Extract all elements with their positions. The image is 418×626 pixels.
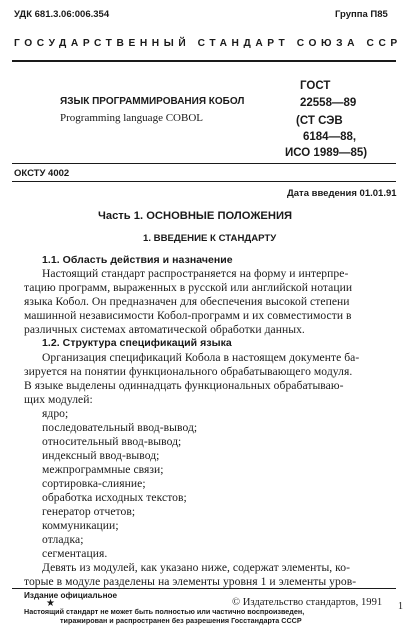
st-sev-number: 6184—88, [303, 131, 357, 143]
clause-1-1-heading: 1.1. Область действия и назначение [42, 254, 233, 266]
st-sev-label: (СТ СЭВ [296, 115, 343, 127]
page-number: 1 [398, 601, 403, 612]
module-list-item: сегментация. [42, 547, 108, 560]
module-list-item: относительный ввод-вывод; [42, 435, 182, 448]
module-list-item: отладка; [42, 533, 84, 546]
section-title: 1. ВВЕДЕНИЕ К СТАНДАРТУ [143, 233, 277, 244]
body-line: Организация спецификаций Кобола в настоящем документе ба- [42, 351, 360, 364]
module-list-item: коммуникации; [42, 519, 119, 532]
gost-label: ГОСТ [300, 80, 331, 92]
module-list-item: обработка исходных текстов; [42, 491, 187, 504]
body-line: языка Кобол. Он предназначен для обеспечения высокой степени [24, 295, 350, 308]
header-rule [12, 60, 396, 62]
module-list-item: ядро; [42, 407, 69, 420]
module-list-item: индексный ввод-вывод; [42, 449, 160, 462]
body-line: щих модулей: [24, 393, 93, 406]
clause-1-2-heading: 1.2. Структура спецификаций языка [42, 337, 232, 349]
body-line: различных системах автоматической обработки данных. [24, 323, 305, 336]
official-edition-label: Издание официальное [24, 591, 118, 600]
reproduction-notice-line2: тиражирован и распространен без разрешения Госстандарта СССР [60, 616, 302, 625]
iso-number: ИСО 1989—85) [285, 147, 368, 159]
module-list-item: генератор отчетов; [42, 505, 136, 518]
star-icon: ★ [46, 598, 55, 609]
part-title: Часть 1. ОСНОВНЫЕ ПОЛОЖЕНИЯ [98, 210, 293, 222]
body-line: В языке выделены одиннадцать функциональных обрабатываю- [24, 379, 344, 392]
body-line: торые в модуле разделены на элементы уровня 1 и элементы уров- [24, 575, 357, 588]
copyright-notice: © Издательство стандартов, 1991 [232, 597, 383, 608]
body-line: тацию программ, выраженных в русской или английской нотации [24, 281, 353, 294]
standard-title: ГОСУДАРСТВЕННЫЙ СТАНДАРТ СОЮЗА ССР [14, 38, 402, 49]
introduction-date: Дата введения 01.01.91 [287, 188, 397, 199]
body-line: машинной независимости Кобол-программ и их совместимости в [24, 309, 352, 322]
group-code: Группа П85 [335, 9, 388, 20]
reproduction-notice-line1: Настоящий стандарт не может быть полностью или частично воспроизведен, [24, 607, 305, 616]
standard-name-en: Programming language COBOL [60, 112, 203, 124]
module-list-item: сортировка-слияние; [42, 477, 146, 490]
gost-number: 22558—89 [300, 97, 357, 109]
title-block-rule [12, 163, 396, 164]
footer-rule [12, 588, 396, 589]
standard-name-ru: ЯЗЫК ПРОГРАММИРОВАНИЯ КОБОЛ [60, 96, 245, 107]
okstu-code: ОКСТУ 4002 [14, 168, 70, 179]
body-line: зируется на понятии функционального обрабатывающего модуля. [24, 365, 353, 378]
module-list-item: межпрограммные связи; [42, 463, 164, 476]
module-list-item: последовательный ввод-вывод; [42, 421, 198, 434]
body-line: Настоящий стандарт распространяется на форму и интерпре- [42, 267, 349, 280]
okstu-rule [12, 181, 396, 182]
body-line: Девять из модулей, как указано ниже, содержат элементы, ко- [42, 561, 351, 574]
udk-code: УДК 681.3.06:006.354 [14, 9, 110, 20]
